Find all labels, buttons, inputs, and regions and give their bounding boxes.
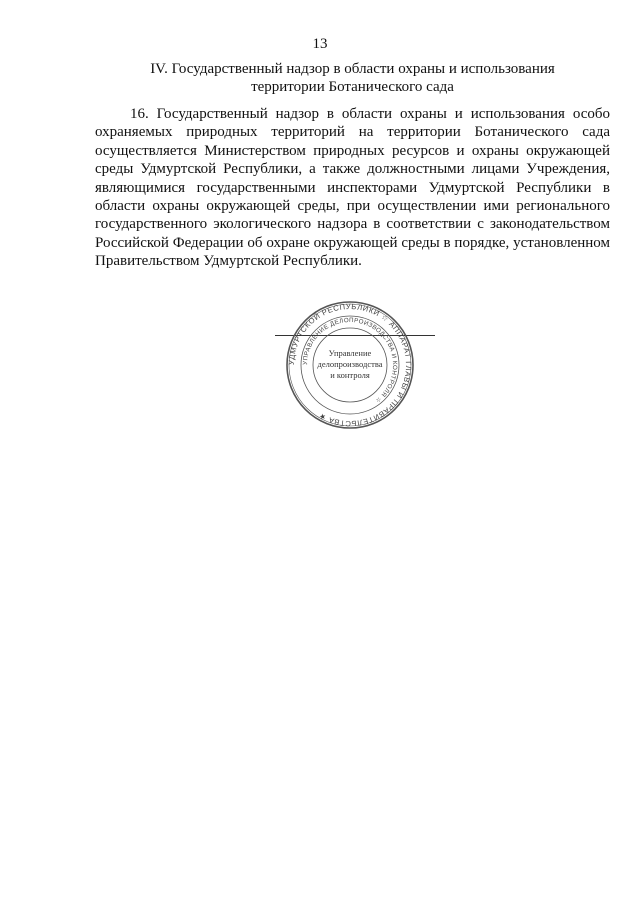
paragraph-16: 16. Государственный надзор в области охраны и использования особо охраняемых природных территорий на территории Ботанического сада осуществляется Министерством природных ресурсов и охраны окружающей среды Удмуртской Республики, а также должностными лицами Учреждения, являющимися государственными инспекторами Удмуртской Республики в области охраны окружающей среды, при осуществлении ими регионального государственного экологического надзора в соответствии с законодательством Российской Федерации об охране окружающей среды в порядке, установленном Правительством Удмуртской Республики. — [95, 106, 610, 270]
seal-outer-text: УДМУРТСКОЙ РЕСПУБЛИКИ ☆ АППАРАТ ГЛАВЫ И ПРАВИТЕЛЬСТВА ★ — [286, 301, 414, 429]
section-heading — [95, 60, 610, 96]
official-seal — [285, 300, 415, 430]
seal-center-line-2: делопроизводства — [317, 359, 383, 369]
section-heading-line-1: IV. Государственный надзор в области охраны и использования — [150, 61, 555, 77]
seal-inner-text: УПРАВЛЕНИЕ ДЕЛОПРОИЗВОДСТВА И КОНТРОЛЯ ☆ — [301, 316, 399, 405]
seal-center-line-1: Управление — [328, 348, 372, 358]
seal-center-line-3: и контроля — [330, 370, 370, 380]
section-heading-line-2: территории Ботанического сада — [251, 79, 454, 95]
page-number: 13 — [312, 36, 328, 52]
